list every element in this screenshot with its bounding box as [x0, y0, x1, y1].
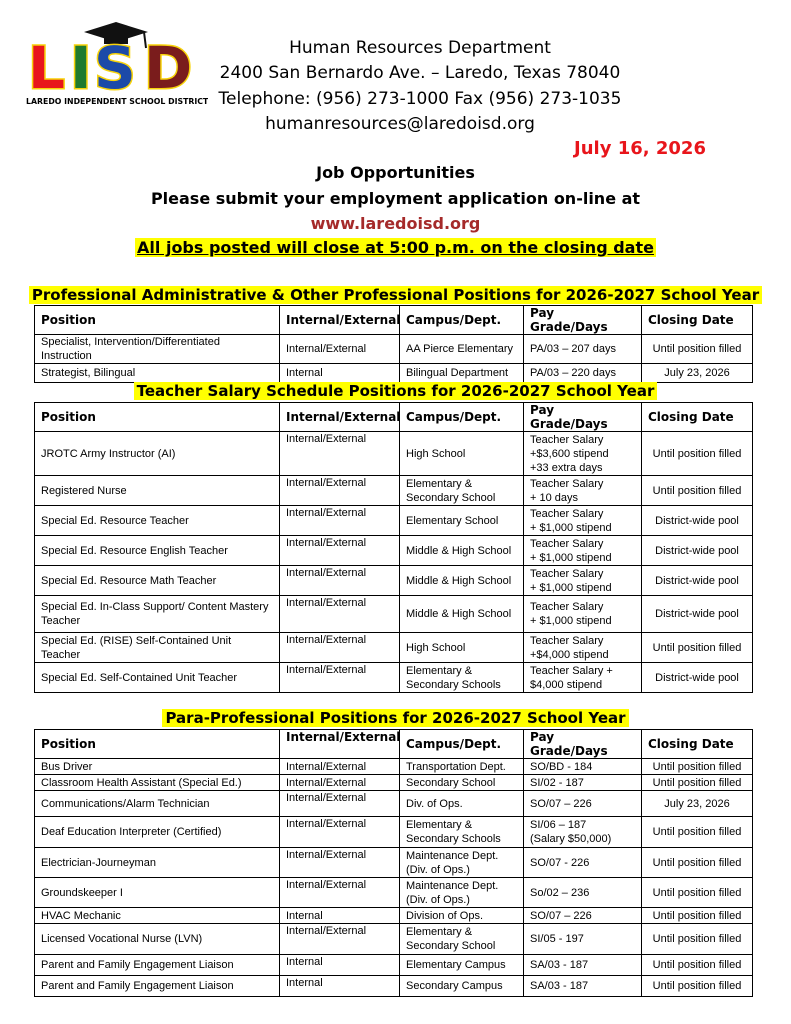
cell-internal-external: Internal/External [280, 775, 400, 791]
cell-internal-external: Internal [280, 976, 400, 997]
email: humanresources@laredoisd.org [265, 114, 535, 134]
cell-internal-external: Internal [280, 955, 400, 976]
svg-text:I: I [70, 34, 92, 102]
column-header-internal-external: Internal/External [280, 403, 400, 432]
cell-pay-grade-days: Teacher Salary + $1,000 stipend [524, 506, 642, 536]
cell-closing-date: District-wide pool [642, 566, 753, 596]
table-header-row [35, 403, 753, 432]
column-header-closing-date: Closing Date [642, 306, 753, 335]
table-row [35, 364, 753, 383]
cell-pay-grade-days: Teacher Salary + $1,000 stipend [524, 536, 642, 566]
cell-position: HVAC Mechanic [35, 908, 280, 924]
cell-pay-grade-days: Teacher Salary + $1,000 stipend [524, 566, 642, 596]
table-row [35, 791, 753, 817]
cell-position: Special Ed. Resource English Teacher [35, 536, 280, 566]
column-header-campus-dept: Campus/Dept. [400, 306, 524, 335]
table-header-row [35, 730, 753, 759]
cell-position: Bus Driver [35, 759, 280, 775]
professional-positions-table [34, 305, 753, 383]
column-header-position: Position [35, 730, 280, 759]
telephone-fax: Telephone: (956) 273-1000 Fax (956) 273-1035 [218, 89, 622, 109]
cell-pay-grade-days: So/02 – 236 [524, 878, 642, 908]
cell-internal-external: Internal/External [280, 335, 400, 364]
cell-pay-grade-days: SI/02 - 187 [524, 775, 642, 791]
cell-pay-grade-days: SI/05 - 197 [524, 924, 642, 955]
cell-campus-dept: Elementary & Secondary School [400, 476, 524, 506]
cell-position: Special Ed. Self-Contained Unit Teacher [35, 663, 280, 693]
cell-campus-dept: Elementary & Secondary Schools [400, 663, 524, 693]
table-row [35, 817, 753, 848]
cell-pay-grade-days: SA/03 - 187 [524, 955, 642, 976]
cell-closing-date: Until position filled [642, 955, 753, 976]
cell-closing-date: Until position filled [642, 817, 753, 848]
cell-pay-grade-days: Teacher Salary + $1,000 stipend [524, 596, 642, 633]
table-row [35, 476, 753, 506]
cell-closing-date: Until position filled [642, 476, 753, 506]
cell-campus-dept: Secondary School [400, 775, 524, 791]
cell-position: Special Ed. Resource Teacher [35, 506, 280, 536]
cell-internal-external: Internal/External [280, 759, 400, 775]
column-header-closing-date: Closing Date [642, 730, 753, 759]
cell-internal-external: Internal/External [280, 633, 400, 663]
section-title: Para-Professional Positions for 2026-2027 School Year [162, 709, 628, 727]
cell-position: Parent and Family Engagement Liaison [35, 976, 280, 997]
table-row [35, 908, 753, 924]
cell-campus-dept: Transportation Dept. [400, 759, 524, 775]
cell-pay-grade-days: PA/03 – 207 days [524, 335, 642, 364]
cell-position: Strategist, Bilingual [35, 364, 280, 383]
table-row [35, 536, 753, 566]
cell-closing-date: Until position filled [642, 976, 753, 997]
cell-internal-external: Internal/External [280, 663, 400, 693]
cell-pay-grade-days: PA/03 – 220 days [524, 364, 642, 383]
cell-campus-dept: Elementary & Secondary Schools [400, 817, 524, 848]
cell-position: Parent and Family Engagement Liaison [35, 955, 280, 976]
cell-position: JROTC Army Instructor (AI) [35, 432, 280, 476]
cell-position: Communications/Alarm Technician [35, 791, 280, 817]
cell-closing-date: Until position filled [642, 335, 753, 364]
table-row [35, 506, 753, 536]
column-header-pay-grade-days: Pay Grade/Days [524, 403, 642, 432]
cell-closing-date: Until position filled [642, 775, 753, 791]
website-link[interactable]: www.laredoisd.org [310, 214, 481, 233]
cell-pay-grade-days: SA/03 - 187 [524, 976, 642, 997]
table-row [35, 976, 753, 997]
teacher-positions-table [34, 402, 753, 693]
closing-time-note: All jobs posted will close at 5:00 p.m. on the closing date [137, 238, 654, 257]
table-row [35, 566, 753, 596]
cell-position: Classroom Health Assistant (Special Ed.) [35, 775, 280, 791]
cell-internal-external: Internal/External [280, 506, 400, 536]
cell-pay-grade-days: Teacher Salary + 10 days [524, 476, 642, 506]
cell-pay-grade-days: SO/07 - 226 [524, 848, 642, 878]
cell-closing-date: District-wide pool [642, 506, 753, 536]
para-professional-positions-table [34, 729, 753, 997]
column-header-internal-external: Internal/External [280, 730, 400, 759]
cell-campus-dept: Maintenance Dept. (Div. of Ops.) [400, 878, 524, 908]
cell-internal-external: Internal/External [280, 817, 400, 848]
table-row [35, 848, 753, 878]
cell-position: Groundskeeper I [35, 878, 280, 908]
cell-closing-date: Until position filled [642, 878, 753, 908]
cell-campus-dept: Secondary Campus [400, 976, 524, 997]
column-header-pay-grade-days: Pay Grade/Days [524, 306, 642, 335]
lisd-logo [24, 18, 208, 108]
cell-internal-external: Internal/External [280, 878, 400, 908]
cell-closing-date: Until position filled [642, 924, 753, 955]
column-header-position: Position [35, 306, 280, 335]
cell-position: Special Ed. (RISE) Self-Contained Unit Teacher [35, 633, 280, 663]
cell-internal-external: Internal/External [280, 596, 400, 633]
column-header-position: Position [35, 403, 280, 432]
svg-text:D: D [144, 34, 193, 102]
table-row [35, 759, 753, 775]
table-row [35, 335, 753, 364]
column-header-campus-dept: Campus/Dept. [400, 730, 524, 759]
cell-campus-dept: Div. of Ops. [400, 791, 524, 817]
cell-position: Deaf Education Interpreter (Certified) [35, 817, 280, 848]
table-row [35, 663, 753, 693]
cell-pay-grade-days: SO/07 – 226 [524, 791, 642, 817]
table-row [35, 955, 753, 976]
column-header-pay-grade-days: Pay Grade/Days [524, 730, 642, 759]
cell-campus-dept: Middle & High School [400, 536, 524, 566]
cell-closing-date: Until position filled [642, 759, 753, 775]
department-name: Human Resources Department [289, 38, 551, 58]
svg-text:L: L [28, 34, 65, 102]
table-row [35, 878, 753, 908]
cell-position: Licensed Vocational Nurse (LVN) [35, 924, 280, 955]
section-title: Teacher Salary Schedule Positions for 2026-2027 School Year [134, 382, 658, 400]
cell-internal-external: Internal/External [280, 432, 400, 476]
column-header-campus-dept: Campus/Dept. [400, 403, 524, 432]
cell-campus-dept: Bilingual Department [400, 364, 524, 383]
cell-campus-dept: Middle & High School [400, 566, 524, 596]
svg-text:S: S [94, 34, 136, 102]
cell-campus-dept: Elementary & Secondary School [400, 924, 524, 955]
cell-position: Registered Nurse [35, 476, 280, 506]
cell-internal-external: Internal [280, 364, 400, 383]
cell-closing-date: July 23, 2026 [642, 364, 753, 383]
cell-closing-date: District-wide pool [642, 536, 753, 566]
table-row [35, 775, 753, 791]
cell-internal-external: Internal/External [280, 566, 400, 596]
cell-internal-external: Internal/External [280, 536, 400, 566]
cell-pay-grade-days: Teacher Salary +$3,600 stipend +33 extra days [524, 432, 642, 476]
cell-position: Special Ed. In-Class Support/ Content Mastery Teacher [35, 596, 280, 633]
cell-closing-date: Until position filled [642, 848, 753, 878]
section-title: Professional Administrative & Other Professional Positions for 2026-2027 School Year [29, 286, 762, 304]
cell-internal-external: Internal/External [280, 791, 400, 817]
table-row [35, 432, 753, 476]
cell-closing-date: Until position filled [642, 633, 753, 663]
column-header-internal-external: Internal/External [280, 306, 400, 335]
cell-campus-dept: Maintenance Dept. (Div. of Ops.) [400, 848, 524, 878]
cell-internal-external: Internal/External [280, 924, 400, 955]
cell-campus-dept: AA Pierce Elementary [400, 335, 524, 364]
cell-position: Electrician-Journeyman [35, 848, 280, 878]
table-row [35, 596, 753, 633]
table-header-row [35, 306, 753, 335]
cell-pay-grade-days: SI/06 – 187 (Salary $50,000) [524, 817, 642, 848]
cell-internal-external: Internal [280, 908, 400, 924]
cell-pay-grade-days: Teacher Salary +$4,000 stipend [524, 633, 642, 663]
cell-internal-external: Internal/External [280, 476, 400, 506]
svg-text:LAREDO INDEPENDENT SCHOOL DIST: LAREDO INDEPENDENT SCHOOL DISTRICT [26, 97, 208, 106]
cell-campus-dept: Elementary School [400, 506, 524, 536]
table-row [35, 924, 753, 955]
cell-campus-dept: Division of Ops. [400, 908, 524, 924]
cell-closing-date: Until position filled [642, 432, 753, 476]
cell-closing-date: July 23, 2026 [642, 791, 753, 817]
cell-campus-dept: Elementary Campus [400, 955, 524, 976]
column-header-closing-date: Closing Date [642, 403, 753, 432]
job-opportunities-title: Job Opportunities [316, 163, 475, 182]
cell-closing-date: District-wide pool [642, 596, 753, 633]
address: 2400 San Bernardo Ave. – Laredo, Texas 78040 [219, 63, 621, 83]
cell-position: Specialist, Intervention/Differentiated Instruction [35, 335, 280, 364]
posting-date: July 16, 2026 [574, 138, 706, 159]
submit-instructions: Please submit your employment application on-line at [150, 189, 641, 208]
cell-pay-grade-days: SO/07 – 226 [524, 908, 642, 924]
cell-pay-grade-days: SO/BD - 184 [524, 759, 642, 775]
cell-pay-grade-days: Teacher Salary + $4,000 stipend [524, 663, 642, 693]
cell-closing-date: Until position filled [642, 908, 753, 924]
cell-campus-dept: Middle & High School [400, 596, 524, 633]
cell-position: Special Ed. Resource Math Teacher [35, 566, 280, 596]
cell-closing-date: District-wide pool [642, 663, 753, 693]
cell-campus-dept: High School [400, 432, 524, 476]
table-row [35, 633, 753, 663]
cell-campus-dept: High School [400, 633, 524, 663]
cell-internal-external: Internal/External [280, 848, 400, 878]
